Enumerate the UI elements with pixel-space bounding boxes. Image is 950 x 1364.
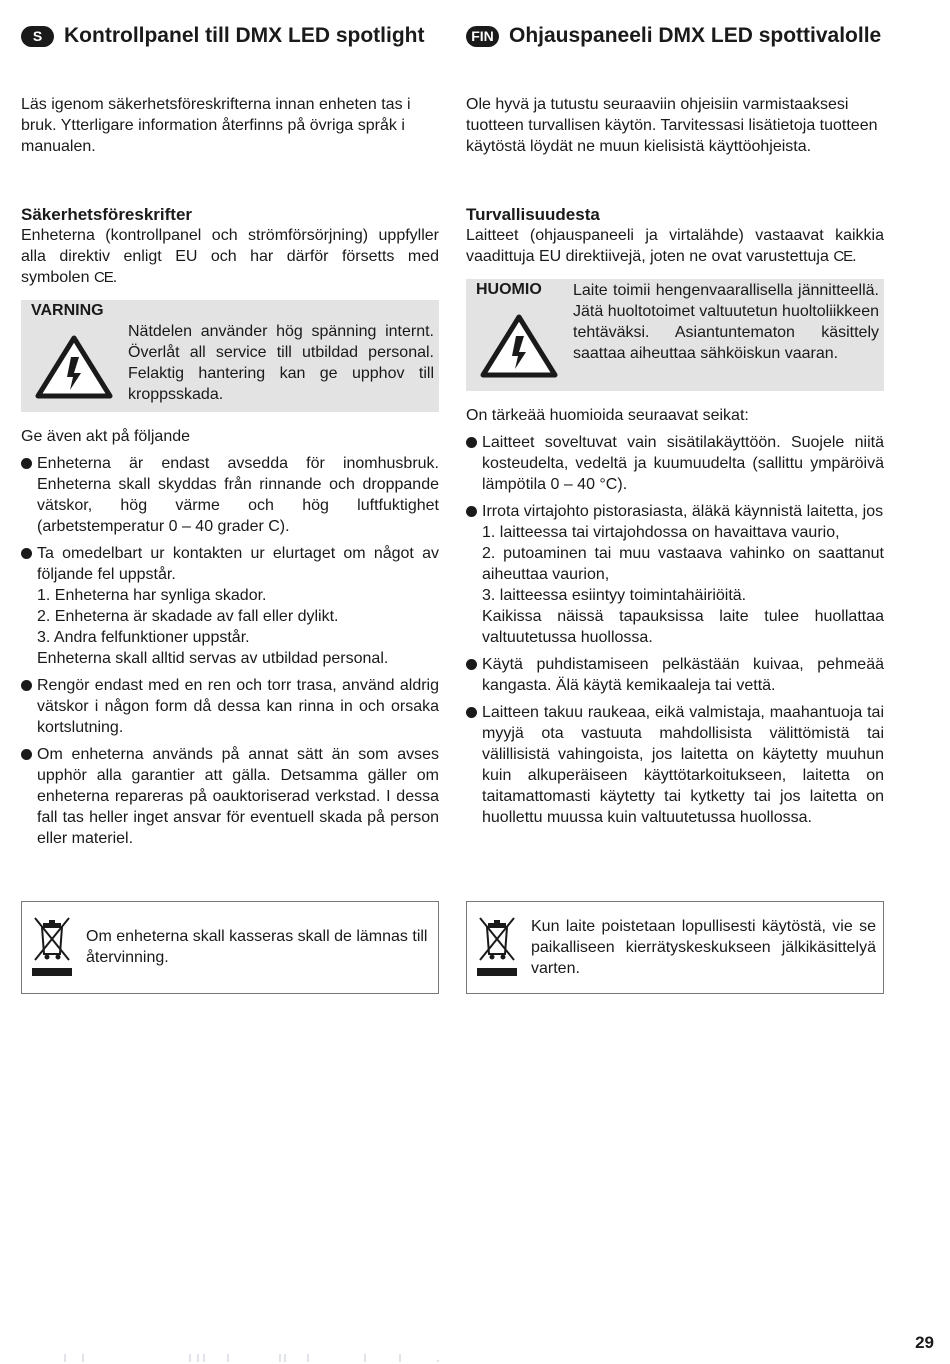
list-item-text: Käytä puhdistamiseen pelkästään kuivaa, pehmeää kangasta. Älä käytä kemikaaleja tai vettä.	[482, 656, 884, 694]
warning-label: HUOMIO	[476, 281, 542, 298]
bullet-icon	[466, 437, 477, 448]
ce-mark: CE	[833, 248, 853, 265]
bullet-icon	[21, 749, 32, 760]
list-item-text: Ta omedelbart ur kontakten ur elurtaget om något av följande fel uppstår.	[37, 545, 439, 583]
language-badge: FIN	[466, 26, 499, 47]
page-number: 29	[915, 1333, 934, 1352]
list-item	[21, 675, 439, 738]
safety-body-text: Laitteet (ohjauspaneeli ja virtalähde) vastaavat kaikkia vaadittuja EU direktiivejä, joten ne ovat varustettuja	[466, 227, 884, 265]
sub-item: 3. Andra felfunktioner uppstår.	[37, 629, 250, 646]
disposal-box	[21, 901, 439, 994]
intro-text: Läs igenom säkerhetsföreskrifterna innan enheten tas i bruk. Ytterligare information återfinns på övriga språk i manualen.	[21, 96, 411, 155]
high-voltage-warning-icon	[480, 314, 558, 378]
list-item-note: Kaikissa näissä tapauksissa laite tulee huollattaa valtuutetussa huollossa.	[482, 608, 884, 646]
list-item-text: Laitteen takuu raukeaa, eikä valmistaja, maahantuoja tai myyjä ota vastuuta mahdollisista välittömistä tai välillisistä vahingoista, jos laitetta on käytetty muuhun kuin alkuperäiseen käyttötarkoitukseen, laitetta on taitamattomasti käytetty tai kytketty tai jos laitetta on huollettu muussa kuin valtuutetussa huollossa.	[482, 704, 884, 826]
sub-item: 3. laitteessa esiintyy toimintahäiriöitä.	[482, 587, 747, 604]
sub-item: 1. Enheterna har synliga skador.	[37, 587, 267, 604]
list-lead: Ge även akt på följande	[21, 428, 191, 445]
crossed-out-bin-icon	[475, 914, 519, 980]
list-item	[21, 453, 439, 537]
column-swedish	[21, 22, 439, 855]
list-item	[21, 543, 439, 669]
list-item	[21, 744, 439, 849]
list-lead: On tärkeää huomioida seuraavat seikat:	[466, 407, 749, 424]
language-badge: S	[21, 26, 54, 47]
list-item-text: Om enheterna används på annat sätt än som avses upphör alla garantier att gälla. Detsamma gäller om enheterna repareras på oauktoriserad verkstad. I dessa fall tas heller inget ansvar för eventuell skada på person eller materiel.	[37, 746, 439, 847]
warning-text: Laite toimii hengenvaarallisella jännitteellä. Jätä huoltotoimet valtuutetun huoltoliikkeen tehtäväksi. Asiantuntematon käsittely saattaa aiheuttaa sähköiskun vaaran.	[573, 282, 879, 362]
safety-body: Enheterna (kontrollpanel och strömförsörjning) uppfyller alla direktiv enligt EU och har därför försetts med symbolen CE.	[21, 227, 439, 286]
bullet-icon	[466, 707, 477, 718]
section-header	[21, 22, 439, 50]
safety-list	[21, 453, 439, 849]
intro-text: Ole hyvä ja tutustu seuraaviin ohjeisiin varmistaaksesi tuotteen turvallisen käytön. Tarvitessasi lisätietoja tuotteen käytöstä löydät ne muun kielisistä käyttöohjeista.	[466, 96, 878, 155]
list-item-text: Rengör endast med en ren och torr trasa, använd aldrig vätskor i någon form då dessa kan rinna in och orsaka kortslutning.	[37, 677, 439, 736]
warning-text: Nätdelen använder hög spänning internt. Överlåt all service till utbildad personal. Felaktig hantering kan ge upphov till kroppsskada.	[128, 323, 434, 403]
list-item	[466, 654, 884, 696]
bullet-icon	[466, 506, 477, 517]
crossed-out-bin-icon	[30, 914, 74, 980]
warning-label: VARNING	[31, 302, 104, 319]
list-item	[466, 501, 884, 648]
list-item	[466, 702, 884, 828]
bullet-icon	[21, 680, 32, 691]
list-item	[466, 432, 884, 495]
safety-body: Laitteet (ohjauspaneeli ja virtalähde) vastaavat kaikkia vaadittuja EU direktiivejä, joten ne ovat varustettuja CE.	[466, 227, 884, 265]
warning-box	[21, 300, 439, 412]
section-header	[466, 22, 884, 50]
safety-heading: Säkerhetsföreskrifter	[21, 205, 193, 224]
ce-mark: CE	[93, 269, 113, 286]
warning-box	[466, 279, 884, 391]
sub-item: 2. putoaminen tai muu vastaava vahinko on saattanut aiheuttaa vaurion,	[482, 545, 884, 583]
disposal-box	[466, 901, 884, 994]
list-item-text: Laitteet soveltuvat vain sisätilakäyttöön. Suojele niitä kosteudelta, vedeltä ja kuumuudelta (sallittu ympäröivä lämpötila 0 – 40 °C).	[482, 434, 884, 493]
safety-list	[466, 432, 884, 828]
high-voltage-warning-icon	[35, 335, 113, 399]
list-item-text: Enheterna är endast avsedda för inomhusbruk. Enheterna skall skyddas från rinnande och droppande vätskor, hög värme och hög luftfuktighet (arbetstemperatur 0 – 40 grader C).	[37, 455, 439, 535]
column-finnish	[466, 22, 884, 834]
bullet-icon	[21, 458, 32, 469]
page-title: Ohjauspaneeli DMX LED spottivalolle	[509, 24, 882, 47]
sub-item: 2. Enheterna är skadade av fall eller dylikt.	[37, 608, 339, 625]
sub-item: 1. laitteessa tai virtajohdossa on havaittava vaurio,	[482, 524, 840, 541]
page-title: Kontrollpanel till DMX LED spotlight	[64, 24, 425, 47]
list-item-text: Irrota virtajohto pistorasiasta, äläkä käynnistä laitetta, jos	[482, 503, 884, 520]
safety-body-text: Enheterna (kontrollpanel och strömförsörjning) uppfyller alla direktiv enligt EU och har därför försetts med symbolen	[21, 227, 439, 286]
bullet-icon	[466, 659, 477, 670]
list-item-note: Enheterna skall alltid servas av utbildad personal.	[37, 650, 389, 667]
disposal-text: Kun laite poistetaan lopullisesti käytöstä, vie se paikalliseen kierrätyskeskukseen jälkikäsittelyä varten.	[531, 918, 876, 977]
bullet-icon	[21, 548, 32, 559]
disposal-text: Om enheterna skall kasseras skall de lämnas till återvinning.	[86, 928, 428, 966]
print-registration-marks	[60, 1352, 460, 1364]
safety-heading: Turvallisuudesta	[466, 205, 600, 224]
